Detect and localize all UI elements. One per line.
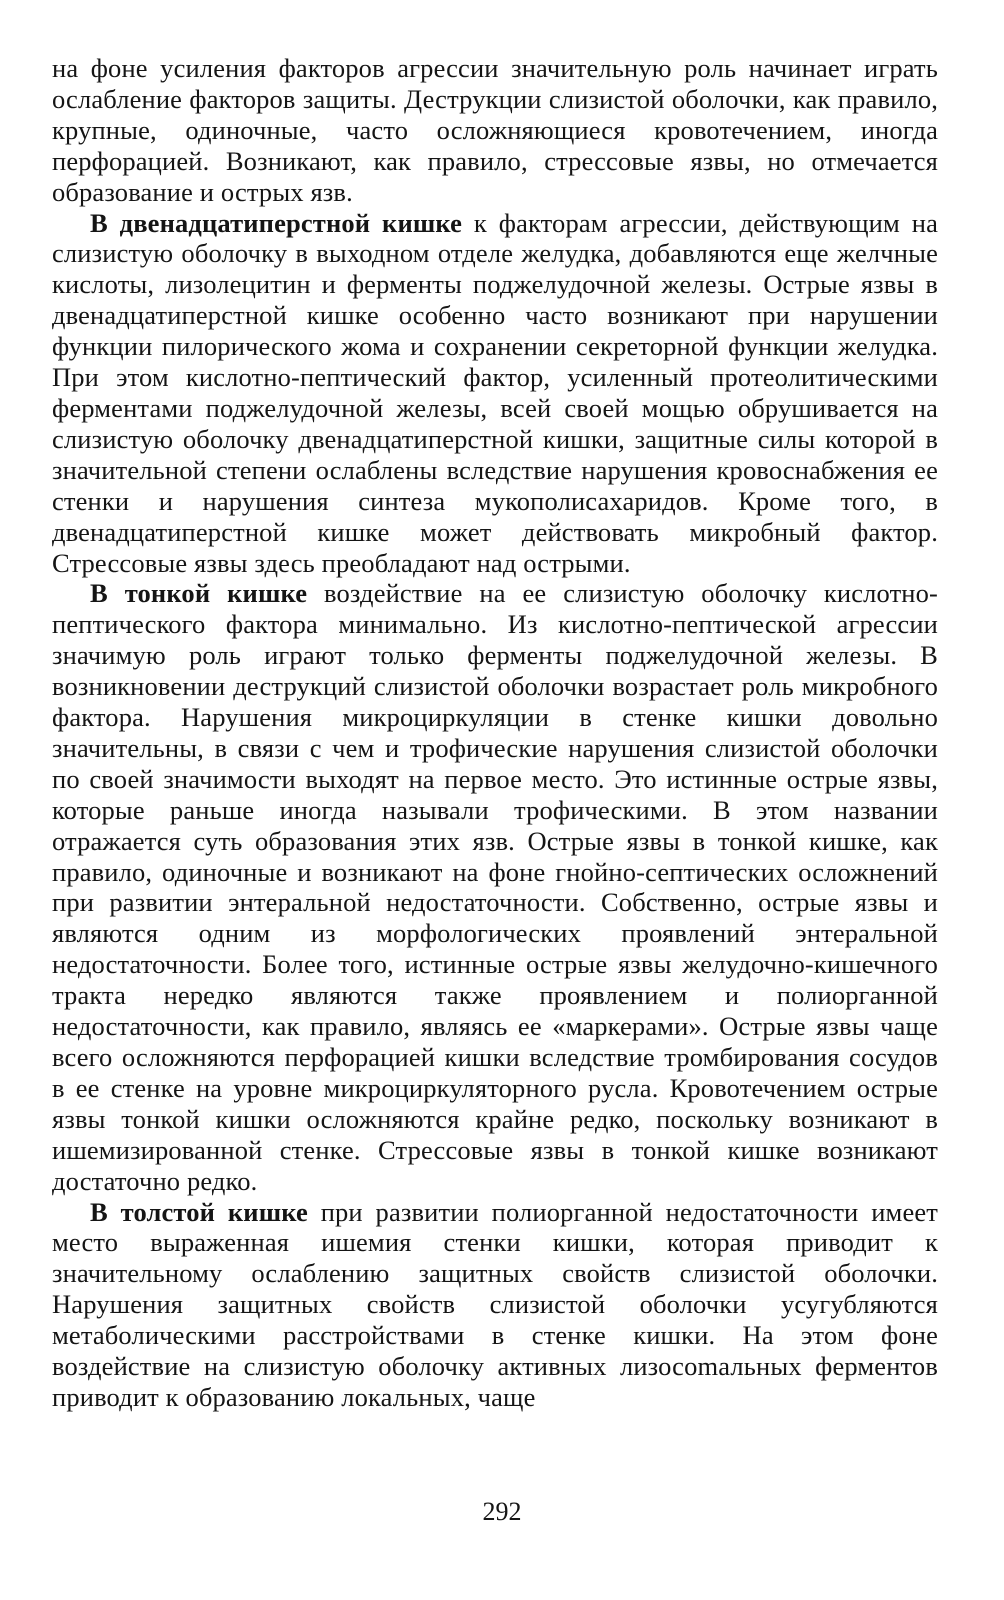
paragraph-1 xyxy=(52,53,938,208)
paragraph-1-text: на фоне усиления факторов агрессии значительную роль начинает играть ослабление факторов защиты. Деструкции слизистой оболочки, как правило, крупные, одиночные, часто осложняющиеся кровотечением, иногда перфорацией. Возникают, как правило, стрессовые язвы, но отмечается образование и острых язв. xyxy=(52,53,938,207)
paragraph-2-heading: В двенадцатиперстной кишке xyxy=(90,207,463,238)
paragraph-4-heading: В толстой кишке xyxy=(90,1196,308,1227)
paragraph-2-text: к факторам агрессии, действующим на слизистую оболочку в выходном отделе желудка, добавляются еще желчные кислоты, лизолецитин и ферменты поджелудочной железы. Острые язвы в двенадцатиперстной кишке особенно часто возникают при нарушении функции пилорического жома и сохранении секреторной функции желудка. При этом кислотно-пептический фактор, усиленный протеолитическими ферментами поджелудочной железы, всей своей мощью обрушивается на слизистую оболочку двенадцатиперстной кишки, защитные силы которой в значительной степени ослаблены вследствие нарушения кровоснабжения ее стенки и нарушения синтеза мукополисахаридов. Кроме того, в двенадцатиперстной кишке может действовать микробный фактор. Стрессовые язвы здесь преобладают над острыми. xyxy=(52,207,938,578)
paragraph-3-heading: В тонкой кишке xyxy=(90,578,308,609)
paragraph-4-text: при развитии полиорганной недостаточности имеет место выраженная ишемия стенки кишки, которая приводит к значительному ослаблению защитных свойств слизистой оболочки. Нарушения защитных свойств слизистой оболочки усугубляются метаболическими расстройствами в стенке кишки. На этом фоне воздействие на слизистую оболочку активных лизосоmальных ферментов приводит к образованию локальных, чаще xyxy=(52,1196,938,1412)
page-body xyxy=(52,53,938,1413)
paragraph-3 xyxy=(52,578,938,1196)
page-number: 292 xyxy=(482,1497,522,1526)
paragraph-4 xyxy=(52,1197,938,1413)
paragraph-2 xyxy=(52,208,938,579)
paragraph-3-text: воздействие на ее слизистую оболочку кислотно-пептического фактора минимально. Из кислотно-пептической агрессии значимую роль играют только ферменты поджелудочной железы. В возникновении деструкций слизистой оболочки возрастает роль микробного фактора. Нарушения микроциркуляции в стенке кишки довольно значительны, в связи с чем и трофические нарушения слизистой оболочки по своей значимости выходят на первое место. Это истинные острые язвы, которые раньше иногда называли трофическими. В этом названии отражается суть образования этих язв. Острые язвы в тонкой кишке, как правило, одиночные и возникают на фоне гнойно-септических осложнений при развитии энтеральной недостаточности. Собственно, острые язвы и являются одним из морфологических проявлений энтеральной недостаточности. Более того, истинные острые язвы желудочно-кишечного тракта нередко являются также проявлением и полиорганной недостаточности, как правило, являясь ее «маркерами». Острые язвы чаще всего осложняются перфорацией кишки вследствие тромбирования сосудов в ее стенке на уровне микроциркуляторного русла. Кровотечением острые язвы тонкой кишки осложняются крайне редко, поскольку возникают в ишемизированной стенке. Стрессовые язвы в тонкой кишке возникают достаточно редко. xyxy=(52,578,939,1196)
